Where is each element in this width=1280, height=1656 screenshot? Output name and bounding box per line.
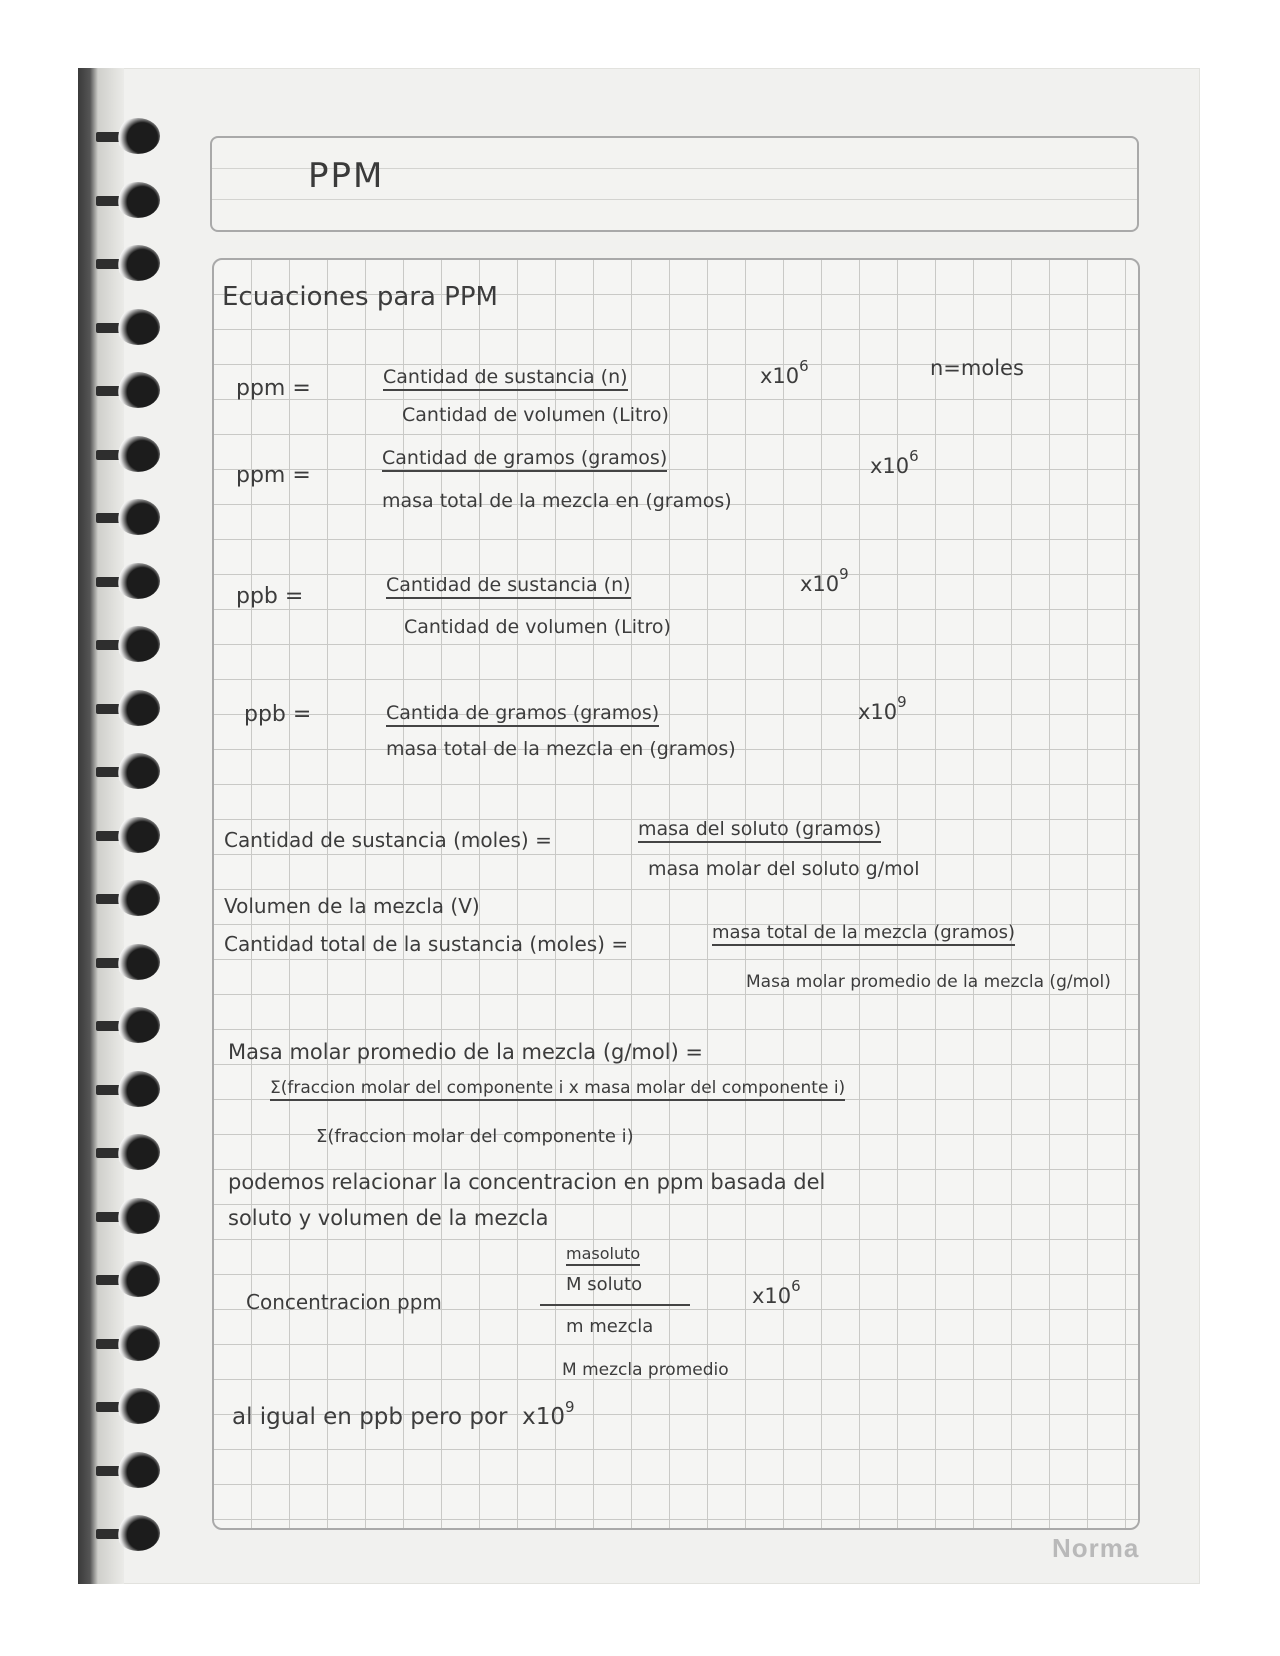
title-box (210, 136, 1139, 232)
ring-coil (116, 1071, 160, 1107)
spiral-ring (96, 1007, 166, 1045)
ring-coil (116, 372, 160, 408)
ring-coil (116, 1515, 160, 1551)
spiral-ring (96, 1261, 166, 1299)
eq6-lhs: Cantidad total de la sustancia (moles) = (224, 932, 629, 956)
spiral-ring (96, 817, 166, 855)
spiral-ring (96, 245, 166, 283)
ring-coil (116, 499, 160, 535)
spiral-ring (96, 1198, 166, 1236)
spiral-ring (96, 499, 166, 537)
ring-coil (116, 880, 160, 916)
conc-label: Concentracion ppm (246, 1290, 442, 1314)
spiral-ring (96, 1452, 166, 1490)
spiral-ring (96, 753, 166, 791)
eq7-lhs: Masa molar promedio de la mezcla (g/mol) = (228, 1040, 704, 1064)
final-line: al igual en ppb pero por $x10^9$ (232, 1398, 575, 1430)
eq3-denominator: Cantidad de volumen (Litro) (404, 616, 671, 638)
ring-coil (116, 1452, 160, 1488)
eq4-factor: $x10^9$ (858, 693, 907, 724)
ring-coil (116, 753, 160, 789)
paragraph-line-2: soluto y volumen de la mezcla (228, 1206, 549, 1230)
eq1-note: n=moles (930, 356, 1024, 380)
eq4-denominator: masa total de la mezcla en (gramos) (386, 738, 736, 760)
ring-coil (116, 817, 160, 853)
conc-bottom: m mezcla (566, 1316, 654, 1337)
ring-coil (116, 436, 160, 472)
ring-coil (116, 118, 160, 154)
spiral-ring (96, 1515, 166, 1553)
title-rule (212, 199, 1137, 200)
conc-sub: M mezcla promedio (562, 1360, 729, 1380)
ring-coil (116, 1388, 160, 1424)
spiral-ring (96, 563, 166, 601)
spiral-ring (96, 944, 166, 982)
eq2-numerator: Cantidad de gramos (gramos) (382, 447, 667, 472)
eq3-lhs: ppb = (236, 584, 304, 609)
spiral-ring (96, 1325, 166, 1363)
ring-coil (116, 309, 160, 345)
ring-coil (116, 1261, 160, 1297)
ring-coil (116, 563, 160, 599)
eq6-line1: Volumen de la mezcla (V) (224, 894, 480, 918)
ring-coil (116, 626, 160, 662)
spiral-ring (96, 1134, 166, 1172)
paragraph-line-1: podemos relacionar la concentracion en ppm basada del (228, 1170, 826, 1194)
eq4-lhs: ppb = (244, 702, 312, 727)
spiral-ring (96, 182, 166, 220)
eq5-lhs: Cantidad de sustancia (moles) = (224, 828, 552, 852)
conc-factor: $x10^6$ (752, 1277, 801, 1308)
eq7-denominator: Σ(fraccion molar del componente i) (316, 1126, 634, 1147)
eq5-numerator: masa del soluto (gramos) (638, 818, 881, 843)
ring-coil (116, 1134, 160, 1170)
spiral-ring (96, 690, 166, 728)
spiral-ring (96, 880, 166, 918)
conc-top: masoluto (566, 1244, 640, 1266)
eq4-numerator: Cantida de gramos (gramos) (386, 702, 659, 727)
eq6-numerator: masa total de la mezcla (gramos) (712, 922, 1015, 946)
ring-coil (116, 245, 160, 281)
page-title: PPM (308, 156, 385, 196)
conc-fraction-bar (540, 1304, 690, 1306)
spiral-ring (96, 372, 166, 410)
eq5-denominator: masa molar del soluto g/mol (648, 858, 920, 880)
eq2-factor: $x10^6$ (870, 447, 919, 478)
eq1-lhs: ppm = (236, 376, 311, 401)
eq1-numerator: Cantidad de sustancia (n) (383, 366, 628, 391)
spiral-ring (96, 1388, 166, 1426)
eq1-factor: $x10^6$ (760, 357, 809, 388)
eq2-denominator: masa total de la mezcla en (gramos) (382, 490, 732, 512)
spiral-ring (96, 436, 166, 474)
conc-mid: M soluto (566, 1274, 643, 1295)
spiral-ring (96, 309, 166, 347)
brand-logo: Norma (1052, 1533, 1140, 1563)
ring-coil (116, 1325, 160, 1361)
eq3-factor: $x10^9$ (800, 565, 849, 596)
spiral-ring (96, 626, 166, 664)
spiral-ring (96, 118, 166, 156)
ring-coil (116, 690, 160, 726)
eq6-denominator: Masa molar promedio de la mezcla (g/mol) (746, 972, 1111, 992)
section-heading: Ecuaciones para PPM (222, 282, 498, 312)
eq3-numerator: Cantidad de sustancia (n) (386, 574, 631, 599)
ring-coil (116, 1198, 160, 1234)
spiral-ring (96, 1071, 166, 1109)
eq7-numerator: Σ(fraccion molar del componente i x masa molar del componente i) (270, 1078, 845, 1101)
ring-coil (116, 944, 160, 980)
ring-coil (116, 1007, 160, 1043)
eq1-denominator: Cantidad de volumen (Litro) (402, 404, 669, 426)
ring-coil (116, 182, 160, 218)
eq2-lhs: ppm = (236, 463, 311, 488)
